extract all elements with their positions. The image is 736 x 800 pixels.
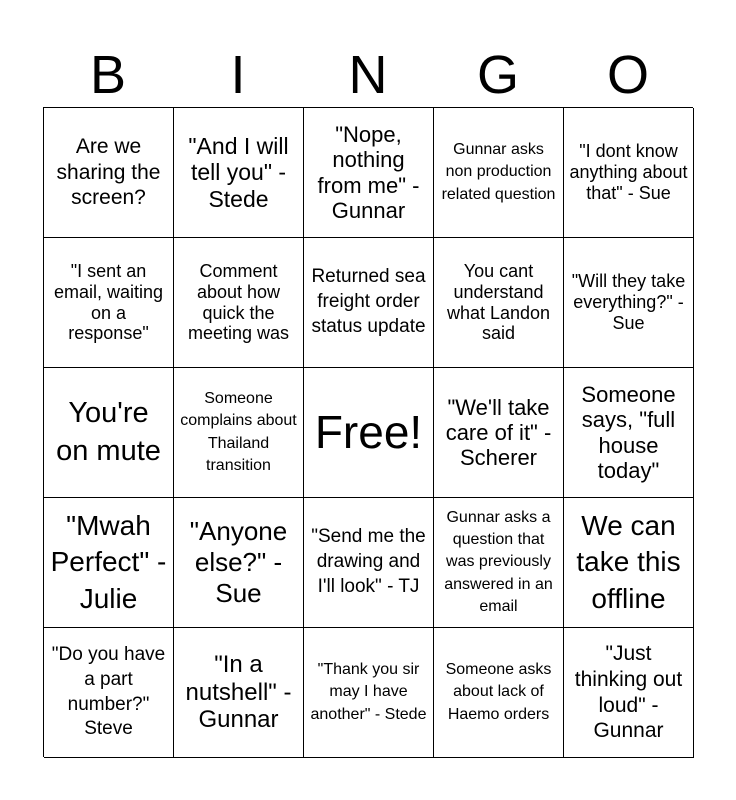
cell-text: You're on mute: [56, 396, 161, 467]
cell-text: Gunnar asks a question that was previously answered in an email: [444, 509, 553, 615]
bingo-cell-r4c2[interactable]: [174, 498, 304, 628]
bingo-cell-r5c5[interactable]: [564, 628, 694, 758]
bingo-cell-r3c3[interactable]: [304, 368, 434, 498]
cell-text: "Do you have a part number?" Steve: [51, 644, 166, 740]
cell-text: Gunnar asks non production related question: [441, 141, 556, 203]
cell-text: "Send me the drawing and I'll look" - TJ: [311, 526, 426, 597]
cell-text: "Anyone else?" - Sue: [189, 515, 288, 609]
cell-text: "Just thinking out loud" - Gunnar: [574, 641, 683, 743]
cell-text: "In a nutshell" - Gunnar: [185, 651, 292, 734]
bingo-cell-r1c5[interactable]: [564, 108, 694, 238]
bingo-cell-r4c4[interactable]: [434, 498, 564, 628]
cell-text: Someone asks about lack of Haemo orders: [445, 661, 552, 723]
bingo-cell-r5c1[interactable]: [44, 628, 174, 758]
bingo-cell-r3c2[interactable]: [174, 368, 304, 498]
cell-text: Someone complains about Thailand transition: [180, 390, 297, 474]
cell-text: "And I will tell you" - Stede: [188, 132, 289, 212]
bingo-cell-r3c5[interactable]: [564, 368, 694, 498]
bingo-cell-r1c2[interactable]: [174, 108, 304, 238]
free-space-label: Free!: [314, 406, 423, 459]
header-letter-i: I: [230, 45, 246, 105]
bingo-cell-r2c2[interactable]: [174, 238, 304, 368]
bingo-cell-r1c1[interactable]: [44, 108, 174, 238]
cell-text: You cant understand what Landon said: [446, 261, 551, 344]
bingo-board: [43, 107, 693, 757]
bingo-cell-r4c1[interactable]: [44, 498, 174, 628]
bingo-cell-r2c5[interactable]: [564, 238, 694, 368]
cell-text: Returned sea freight order status update: [311, 266, 426, 337]
cell-text: We can take this offline: [576, 509, 681, 614]
bingo-cell-r4c3[interactable]: [304, 498, 434, 628]
cell-text: "Mwah Perfect" - Julie: [50, 509, 167, 614]
bingo-cell-r2c4[interactable]: [434, 238, 564, 368]
bingo-cell-r5c3[interactable]: [304, 628, 434, 758]
cell-text: "I dont know anything about that" - Sue: [569, 141, 688, 203]
cell-text: "Will they take everything?" - Sue: [571, 271, 686, 333]
bingo-cell-r1c3[interactable]: [304, 108, 434, 238]
bingo-header: [43, 42, 693, 108]
bingo-cell-r1c4[interactable]: [434, 108, 564, 238]
bingo-cell-r5c4[interactable]: [434, 628, 564, 758]
cell-text: Someone says, "full house today": [581, 381, 676, 483]
cell-text: "Nope, nothing from me" - Gunnar: [317, 121, 420, 223]
cell-text: "I sent an email, waiting on a response": [53, 261, 164, 344]
bingo-cell-r2c3[interactable]: [304, 238, 434, 368]
header-letter-n: N: [348, 45, 388, 105]
cell-text: "Thank you sir may I have another" - Stede: [310, 661, 427, 723]
cell-text: Comment about how quick the meeting was: [187, 261, 290, 344]
header-letter-b: B: [89, 45, 127, 105]
bingo-cell-r3c1[interactable]: [44, 368, 174, 498]
header-letter-g: G: [476, 45, 519, 105]
bingo-cell-r4c5[interactable]: [564, 498, 694, 628]
cell-text: Are we sharing the screen?: [56, 134, 161, 210]
bingo-cell-r5c2[interactable]: [174, 628, 304, 758]
bingo-cell-r3c4[interactable]: [434, 368, 564, 498]
cell-text: "We'll take care of it" - Scherer: [445, 394, 552, 471]
bingo-cell-r2c1[interactable]: [44, 238, 174, 368]
header-letter-o: O: [606, 45, 649, 105]
